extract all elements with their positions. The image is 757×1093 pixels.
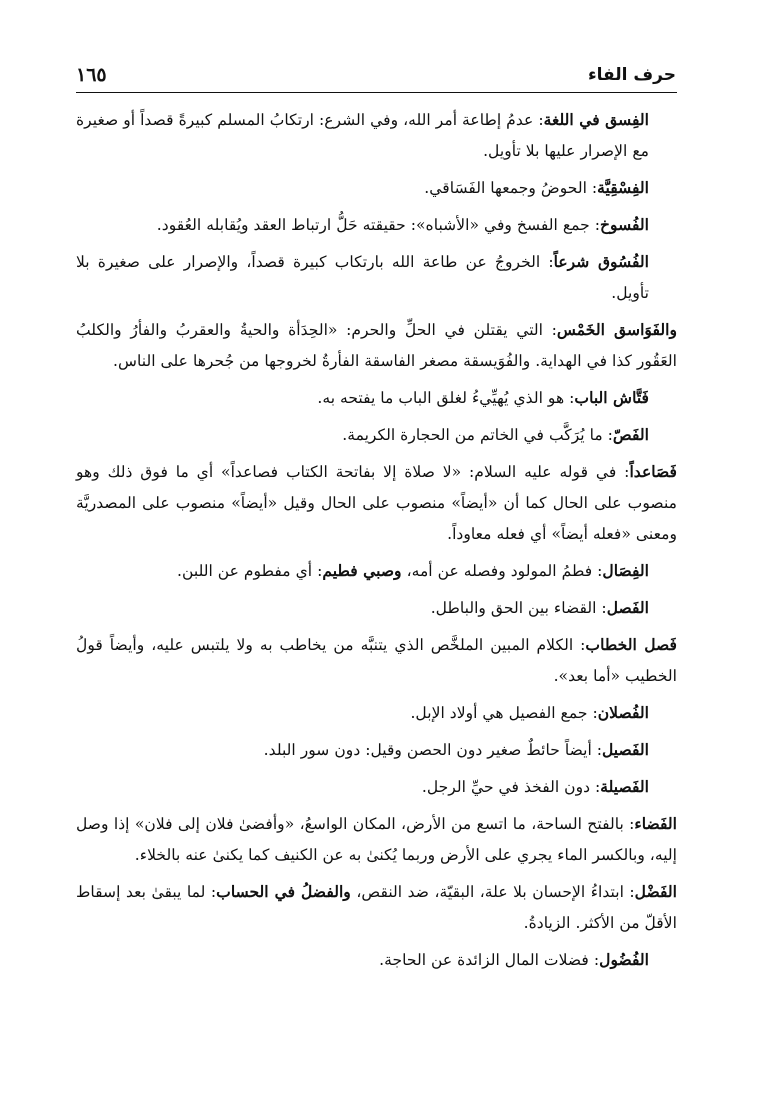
entry — [76, 419, 677, 451]
entry-text: : أيضاً حائطٌ صغير دون الحصن وقيل: دون سور البلد. — [263, 741, 602, 759]
entry-term: الفُصلان — [597, 703, 649, 722]
entry-text: : جمع الفسخ وفي «الأشباه»: حقيقته حَلُّ ارتباط العقد ويُقابله العُقود. — [156, 216, 600, 234]
entry-term: فَصَاعداً — [629, 462, 677, 481]
entry-term: الفِسق في اللغة — [543, 110, 649, 129]
entry-text: : فطمُ المولود وفصله عن أمه، — [406, 562, 603, 580]
page-number: ١٦٥ — [76, 64, 107, 86]
entry-text: : ابتداءُ الإحسان بلا علة، البقيّة، ضد النقص، — [356, 883, 635, 901]
entry-text: : عدمُ إطاعة أمر الله، وفي الشرع: ارتكابُ المسلم كبيرةً قصداً أو صغيرة مع الإصرار عليها بلا تأويل. — [76, 111, 649, 160]
entry-term: الفُسوخ — [599, 215, 649, 234]
entry-text: : الكلام المبين الملخَّص الذي يتنبَّه من يخاطب به ولا يلتبس عليه، وأيضاً قولُ الخطيب «أما بعد». — [76, 636, 677, 685]
entry — [76, 172, 677, 204]
entry — [76, 734, 677, 766]
entry — [76, 555, 677, 587]
entry-term: الفُسُوق شرعاً — [553, 252, 649, 271]
entry-term: فَتَّاش الباب — [574, 388, 649, 407]
entry-term: الفَصيلة — [600, 777, 649, 796]
entry — [76, 246, 677, 309]
entry — [76, 209, 677, 241]
entry-term: الفَصّ — [612, 425, 649, 444]
entry-term: الفَضْل — [634, 882, 677, 901]
entry-text: : هو الذي يُهيِّيءُ لغلق الباب ما يفتحه به. — [317, 389, 575, 407]
entry-term: الفِسْقِيَّة — [597, 178, 649, 197]
entry-term: الفَصل — [606, 598, 649, 617]
page-header — [76, 58, 676, 92]
entry-text: : التي يقتلن في الحلِّ والحرم: «الحِدَأة والحيةُ والعقربُ والفأرُ والكلبُ العَقُور كذا في الهداية. والفُوَيسقة مصغر الفاسقة الفأرةُ لخروجها من جُحرها على الناس. — [76, 321, 677, 370]
entry — [76, 382, 677, 414]
entry — [76, 697, 677, 729]
entry-text: : في قوله عليه السلام: «لا صلاة إلا بفاتحة الكتاب فصاعداً» أي ما فوق ذلك وهو منصوب على الحال كما أن «أيضاً» منصوب على الحال وقيل «أيضاً» منصوب على المصدريَّة ومعنى «فعله أيضاً» أي فعله معاوداً. — [76, 463, 677, 543]
entry-term: الفَضاء — [634, 814, 677, 833]
entry-subterm: وصبي فطيم — [322, 561, 402, 580]
entry-text: : الخروجُ عن طاعة الله بارتكاب كبيرة قصداً، والإصرار على صغيرة بلا تأويل. — [76, 253, 649, 302]
entry-text: : بالفتح الساحة، ما اتسع من الأرض، المكان الواسعُ، «وأفضىٰ فلان إلى فلان» إذا وصل إليه، وبالكسر الماء يجري على الأرض وربما يُكنىٰ به عن الكنيف كما يكنىٰ عنه بالخلاء. — [76, 815, 677, 864]
entry-text: : ما يُرَكَّب في الخاتم من الحجارة الكريمة. — [342, 426, 613, 444]
entry-text: : القضاء بين الحق والباطل. — [430, 599, 607, 617]
entry-text: : جمع الفصيل هي أولاد الإبل. — [410, 704, 598, 722]
entry-term: الفِصَال — [602, 561, 649, 580]
entry — [76, 456, 677, 550]
entry — [76, 771, 677, 803]
entry — [76, 592, 677, 624]
entries-list — [76, 104, 677, 981]
header-rule — [76, 92, 677, 93]
entry-subterm: والفضلُ في الحساب — [216, 882, 351, 901]
entry-text: : الحوضُ وجمعها الفَسَاقي. — [424, 179, 598, 197]
entry-subtext: : أي مفطوم عن اللبن. — [177, 562, 323, 580]
entry-term: الفُضُول — [599, 950, 649, 969]
entry-text: : فضلات المال الزائدة عن الحاجة. — [379, 951, 600, 969]
entry-term: فَصل الخطاب — [585, 635, 677, 654]
entry — [76, 944, 677, 976]
entry-term: الفَصيل — [601, 740, 649, 759]
entry-text: : دون الفخذ في حيِّ الرجل. — [421, 778, 601, 796]
entry-term: والفَوَاسق الخَمْس — [556, 320, 677, 339]
entry — [76, 104, 677, 167]
entry — [76, 876, 677, 939]
entry — [76, 314, 677, 377]
entry — [76, 808, 677, 871]
entry — [76, 629, 677, 692]
entry-subtext: : لما يبقىٰ بعد إسقاط الأقلّ من الأكثر. الزيادةُ. — [76, 883, 677, 932]
chapter-title: حرف الفاء — [587, 65, 676, 85]
